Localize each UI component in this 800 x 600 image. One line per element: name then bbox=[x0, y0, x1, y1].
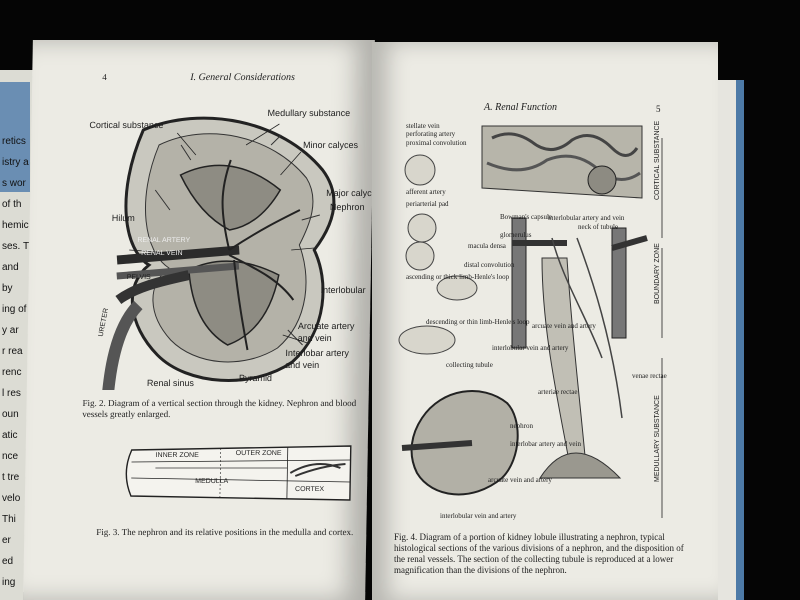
underlying-book-text-line: Thi bbox=[2, 514, 16, 525]
underlying-book-text-line: hemic bbox=[2, 220, 29, 231]
underlying-book-text-line: velo bbox=[2, 493, 21, 504]
left-page-number: 4 bbox=[102, 72, 107, 82]
fig4-label-arteriae-rectae: arteriae rectae bbox=[538, 388, 578, 396]
label-renal-vein: RENAL VEIN bbox=[141, 250, 183, 257]
underlying-book-text-line: ses. T bbox=[2, 241, 30, 252]
label-arcuate-vein: and vein bbox=[297, 333, 332, 343]
right-running-head: A. Renal Function bbox=[484, 102, 558, 113]
fig4-label-glomerulus: glomerulus bbox=[500, 231, 532, 239]
underlying-book-text-line: and bbox=[2, 262, 19, 273]
fig4-label-periarterial-pad: periarterial pad bbox=[406, 200, 449, 208]
fig4-label-arcuate-vein-artery: arcuate vein and artery bbox=[532, 322, 596, 330]
underlying-book-text-line: ing bbox=[2, 577, 16, 588]
label-major-calyces: Major calyc bbox=[326, 188, 372, 198]
label-renal-artery: RENAL ARTERY bbox=[137, 237, 191, 244]
underlying-book-text-line: er bbox=[2, 535, 11, 546]
underlying-book-text-line: ing of bbox=[2, 304, 27, 315]
underlying-book-text-line: renc bbox=[2, 367, 22, 378]
label-pelvis: PELVIS bbox=[126, 274, 151, 281]
fig4-label-stellate-vein: stellate vein bbox=[406, 122, 440, 130]
underlying-book-text-line: of th bbox=[2, 199, 22, 210]
fig4-label-collecting-tubule: collecting tubule bbox=[446, 361, 493, 369]
label-interlobular: Interlobular bbox=[320, 285, 366, 295]
zone-boundary: BOUNDARY ZONE bbox=[654, 243, 661, 304]
label-minor-calyces: Minor calyces bbox=[302, 140, 359, 150]
fig2-caption: Fig. 2. Diagram of a vertical section through the kidney. Nephron and blood vessels greatly enlarged. bbox=[82, 398, 357, 419]
right-page-number: 5 bbox=[656, 104, 661, 114]
label-cortex: CORTEX bbox=[294, 486, 325, 493]
fig4-label-afferent-artery: afferent artery bbox=[406, 188, 446, 196]
fig4-caption: Fig. 4. Diagram of a portion of kidney lobule illustrating a nephron, typical histological sections of the various divisions of a nephron, and the disposition of the renal vessels. The section of the collecting tubule is reproduced at a lower magnification than the divisions of the nephron. bbox=[394, 532, 684, 575]
underlying-book-text-line: by bbox=[2, 283, 13, 294]
fig4-label-distal-convolution: distal convolution bbox=[464, 261, 515, 269]
fig4-label-interlobular-artery-vein: interlobular artery and vein bbox=[548, 214, 625, 222]
fig3-caption: Fig. 3. The nephron and its relative positions in the medulla and cortex. bbox=[96, 527, 354, 537]
back-cover-spine bbox=[736, 80, 744, 600]
fig4-label-interlobar-artery-vein: interlobar artery and vein bbox=[510, 440, 581, 448]
label-cortical-substance: Cortical substance bbox=[89, 120, 164, 130]
label-interlobar-vein: and vein bbox=[285, 360, 320, 370]
label-medulla: MEDULLA bbox=[195, 478, 229, 485]
underlying-book-text-line: l res bbox=[2, 388, 21, 399]
fig4-label-descending-limb: descending or thin limb-Henle's loop bbox=[426, 318, 530, 326]
zone-medullary: MEDULLARY SUBSTANCE bbox=[654, 395, 661, 482]
underlying-book-text-line: istry a bbox=[2, 157, 29, 168]
underlying-book-text-line: atic bbox=[2, 430, 18, 441]
label-arcuate-artery: Arcuate artery bbox=[297, 321, 355, 331]
left-page bbox=[23, 40, 375, 600]
zone-cortical: CORTICAL SUBSTANCE bbox=[654, 120, 661, 200]
label-nephron: Nephron bbox=[329, 202, 365, 212]
underlying-book-text-line: ed bbox=[2, 556, 14, 567]
fig4-label-bowmans-capsule: Bowman's capsule bbox=[500, 213, 553, 221]
right-page bbox=[372, 42, 718, 600]
label-outer-zone: OUTER ZONE bbox=[235, 450, 282, 457]
fig4-label-macula-densa: macula densa bbox=[468, 242, 506, 250]
label-interlobar-artery: Interlobar artery bbox=[285, 348, 350, 358]
fig4-label-neck-of-tubule: neck of tubule bbox=[578, 223, 619, 231]
fig4-label-ascending-limb: ascending or thick limb-Henle's loop bbox=[406, 273, 510, 281]
underlying-book-text-line: s wor bbox=[2, 178, 26, 189]
left-running-head: I. General Considerations bbox=[190, 72, 296, 83]
fig4-label-interlobular-vein-artery: interlobular vein and artery bbox=[492, 344, 569, 352]
label-ureter: URETER bbox=[97, 307, 111, 338]
fig4-label-arcuate-vein-artery-lower: arcuate vein and artery bbox=[488, 476, 552, 484]
underlying-book-text-line: nce bbox=[2, 451, 19, 462]
label-renal-sinus: Renal sinus bbox=[146, 378, 195, 388]
underlying-book-text-line: oun bbox=[2, 409, 19, 420]
label-hilum: Hilum bbox=[111, 213, 135, 223]
label-pyramid: Pyramid bbox=[238, 373, 273, 383]
underlying-book-text-line: r rea bbox=[2, 346, 23, 357]
fig4-label-interlobular-vein-artery-lower: interlobular vein and artery bbox=[440, 512, 517, 520]
underlying-book-text-line: retics bbox=[2, 136, 26, 147]
fig4-label-perforating-artery: perforating artery bbox=[406, 130, 456, 138]
label-inner-zone: INNER ZONE bbox=[155, 452, 199, 459]
fig4-label-nephron: nephron bbox=[510, 422, 533, 430]
label-medullary-substance: Medullary substance bbox=[267, 108, 351, 118]
underlying-book-text-line: y ar bbox=[2, 325, 19, 336]
fig4-label-proximal-convolution: proximal convolution bbox=[406, 139, 467, 147]
fig4-label-venae-rectae: venae rectae bbox=[632, 372, 667, 380]
underlying-book-text-line: t tre bbox=[2, 472, 20, 483]
